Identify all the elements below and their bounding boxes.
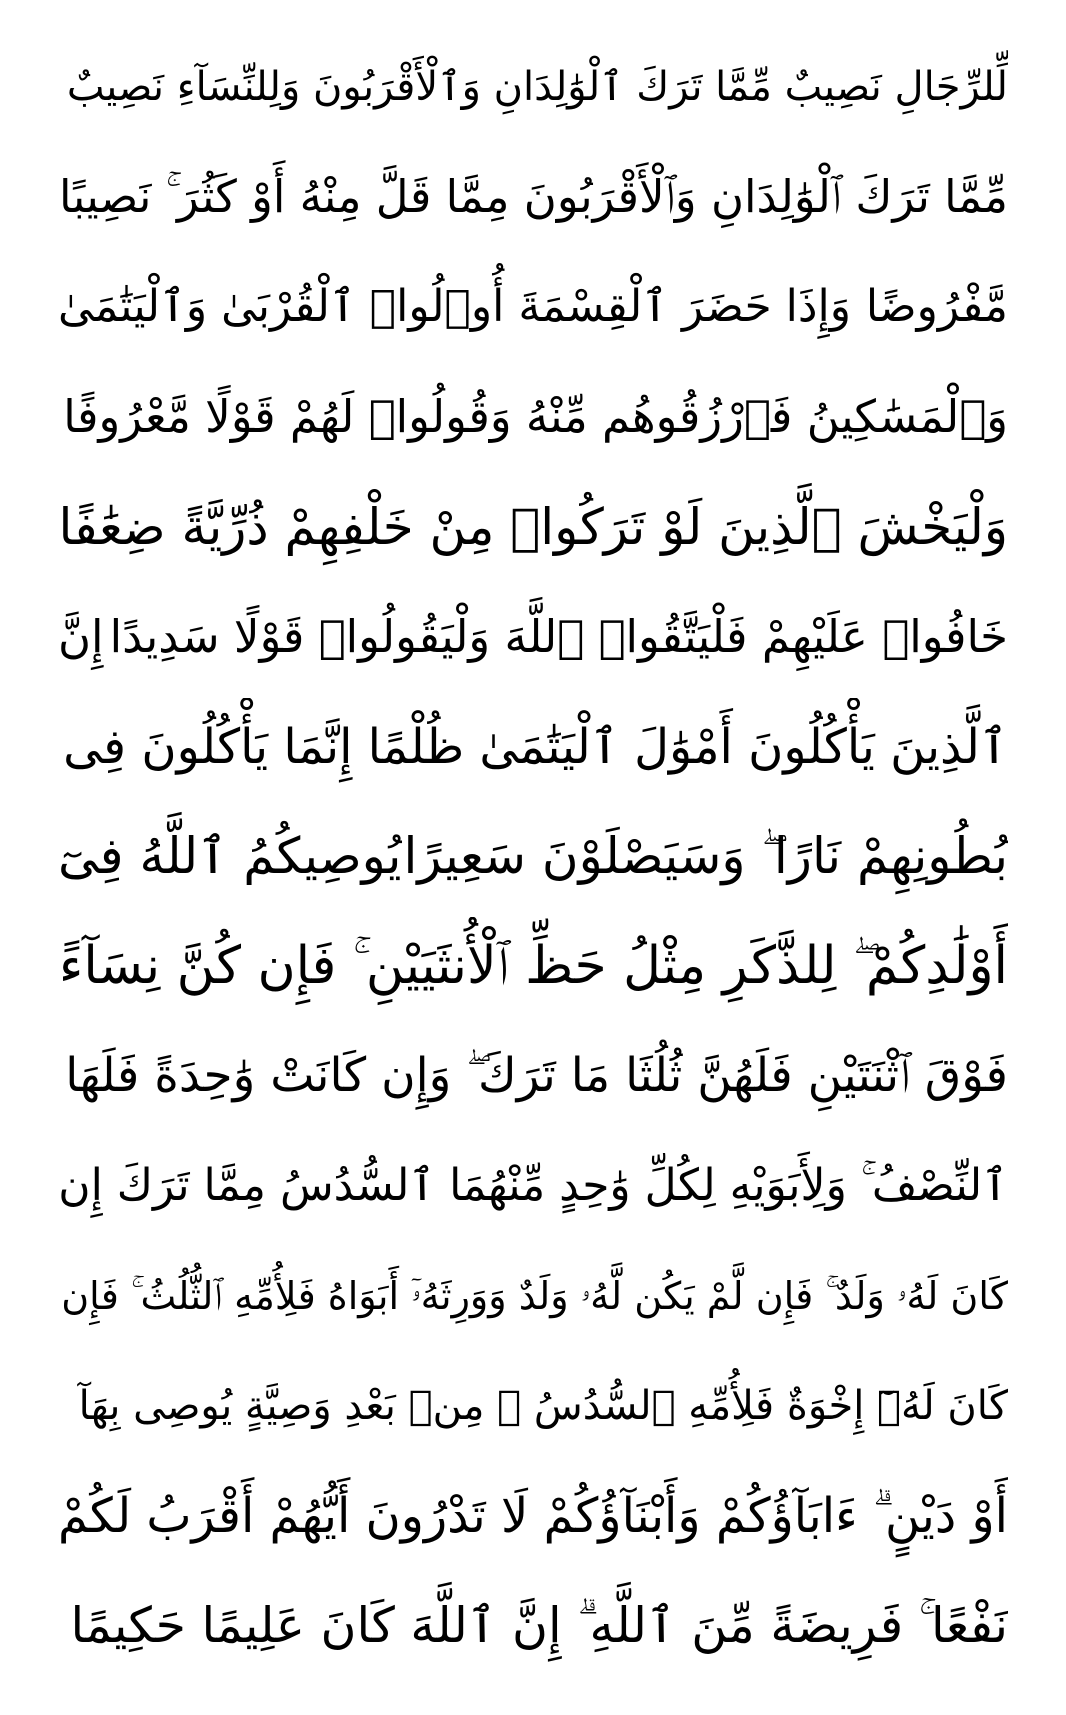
verse-text: لِّلرِّجَالِ نَصِيبٌ مِّمَّا تَرَكَ ٱلْوَٰلِدَانِ وَٱلْأَقْرَبُونَ وَلِلنِّسَآءِ نَصِيبٌ [66,64,1008,110]
verse-text: أَوْلَٰدِكُمْ ۖ لِلذَّكَرِ مِثْلُ حَظِّ ٱلْأُنثَيَيْنِ ۚ فَإِن كُنَّ نِسَآءً [58,936,1008,997]
verse-text: وَٱلْمَسَٰكِينُ فَٱرْزُقُوهُم مِّنْهُ وَقُولُوا۟ لَهُمْ قَوْلًا مَّعْرُوفًا [63,389,1008,443]
verse-line-11 [58,1137,1008,1235]
verse-line-9 [58,917,1008,1015]
verse-text: كَانَ لَهُۥ وَلَدٌ ۚ فَإِن لَّمْ يَكُن لَّهُۥ وَلَدٌ وَوَرِثَهُۥٓ أَبَوَاهُ فَلِأُمِّهِ ٱلثُّلُثُ ۚ فَإِن [61,1274,1008,1319]
verse-line-7 [58,698,1008,796]
verse-line-12 [58,1247,1008,1345]
verse-text: وَلْيَخْشَ ٱلَّذِينَ لَوْ تَرَكُوا۟ مِنْ خَلْفِهِمْ ذُرِّيَّةً ضِعَٰفًا [58,497,1008,556]
verse-line-10 [58,1027,1008,1125]
verse-text: وَإِذَا حَضَرَ ٱلْقِسْمَةَ أُو۟لُوا۟ ٱلْقُرْبَىٰ وَٱلْيَتَٰمَىٰ [58,280,851,332]
verse-text: مِّمَّا تَرَكَ ٱلْوَٰلِدَانِ وَٱلْأَقْرَبُونَ مِمَّا قَلَّ مِنْهُ أَوْ كَثُرَ ۚ نَصِيبًا [59,169,1008,223]
verse-text: خَافُوا۟ عَلَيْهِمْ فَلْيَتَّقُوا۟ ٱللَّهَ وَلْيَقُولُوا۟ قَوْلًا سَدِيدًا [109,609,1008,663]
verse-line-15 [58,1577,1008,1675]
verse-line-13 [58,1357,1008,1455]
verse-line-1 [58,38,1008,136]
verse-text: مَّفْرُوضًا [865,280,1008,332]
verse-text: إِنَّ [58,609,104,663]
verse-line-8 [58,807,1008,905]
verse-text: فَوْقَ ٱثْنَتَيْنِ فَلَهُنَّ ثُلُثَا مَا تَرَكَ ۖ وَإِن كَانَتْ وَٰحِدَةً فَلَهَا [65,1048,1008,1104]
verse-line-4 [58,368,1008,466]
verse-line-6 [58,588,1008,686]
verse-text: كَانَ لَهُۥٓ إِخْوَةٌ فَلِأُمِّهِ ٱلسُّدُسُ ۚ مِنۢ بَعْدِ وَصِيَّةٍ يُوصِى بِهَآ [78,1383,1008,1430]
verse-line-5 [58,478,1008,576]
verse-lines [58,38,1008,1675]
verse-line-3 [58,258,1008,356]
verse-text: نَفْعًا ۚ فَرِيضَةً مِّنَ ٱللَّهِ ۗ إِنَّ ٱللَّهَ كَانَ عَلِيمًا حَكِيمًا [70,1596,1008,1654]
verse-text: ٱلَّذِينَ يَأْكُلُونَ أَمْوَٰلَ ٱلْيَتَٰمَىٰ ظُلْمًا إِنَّمَا يَأْكُلُونَ فِى [63,718,1008,775]
verse-text: بُطُونِهِمْ نَارًا ۖ وَسَيَصْلَوْنَ سَعِيرًا [403,827,1008,886]
verse-text: أَوْ دَيْنٍ ۗ ءَابَآؤُكُمْ وَأَبْنَآؤُكُمْ لَا تَدْرُونَ أَيُّهُمْ أَقْرَبُ لَكُمْ [58,1487,1008,1544]
verse-text: يُوصِيكُمُ ٱللَّهُ فِىٓ [58,827,402,886]
verse-text: ٱلنِّصْفُ ۚ وَلِأَبَوَيْهِ لِكُلِّ وَٰحِدٍ مِّنْهُمَا ٱلسُّدُسُ مِمَّا تَرَكَ إِن [58,1160,1008,1212]
verse-line-14 [58,1467,1008,1565]
verse-line-2 [58,148,1008,246]
